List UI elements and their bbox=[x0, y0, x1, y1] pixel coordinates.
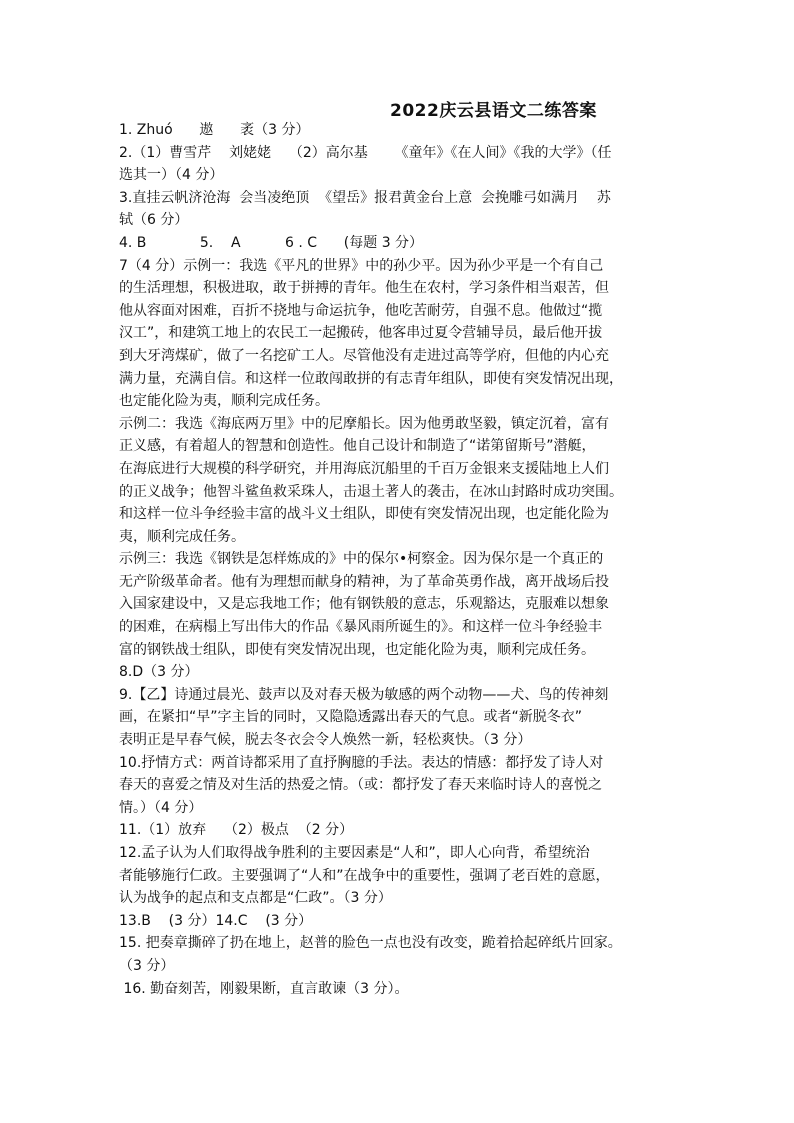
text-line: 入国家建设中，又是忘我地工作；他有钢铁般的意志，乐观豁达，克服难以想象 bbox=[119, 596, 609, 613]
document-title: 2022庆云县语文二练答案 bbox=[390, 101, 597, 121]
text-line: 1. Zhuó 遨 袤（3 分） bbox=[119, 122, 310, 138]
text-line: 到大牙湾煤矿，做了一名挖矿工人。尽管他没有走进过高等学府，但他的内心充 bbox=[119, 347, 609, 364]
text-line: 正义感，有着超人的智慧和创造性。他自己设计和制造了“诺第留斯号”潜艇， bbox=[119, 438, 596, 455]
text-line: 汉工”，和建筑工地上的农民工一起搬砖，他客串过夏令营辅导员，最后他开拔 bbox=[119, 325, 603, 342]
text-line: 轼（6 分） bbox=[119, 212, 189, 229]
text-line: 11.（1）放弃 （2）极点 （2 分） bbox=[119, 822, 354, 839]
text-line: 15. 把奏章撕碎了扔在地上，赵普的脸色一点也没有改变，跪着拾起碎纸片回家。 bbox=[119, 935, 622, 952]
text-line: 在海底进行大规模的科学研究，并用海底沉船里的千百万金银来支援陆地上人们 bbox=[119, 460, 609, 477]
text-line: 者能够施行仁政。主要强调了“人和”在战争中的重要性，强调了老百姓的意愿， bbox=[119, 867, 610, 884]
text-line: 16. 勤奋刻苦，刚毅果断，直言敢谏（3 分）。 bbox=[119, 980, 409, 997]
text-line: 10.抒情方式：两首诗都采用了直抒胸臆的手法。表达的情感：都抒发了诗人对 bbox=[119, 754, 604, 771]
text-line: 示例二：我选《海底两万里》中的尼摩船长。因为他勇敢坚毅，镇定沉着，富有 bbox=[119, 415, 609, 432]
text-line: 12.孟子认为人们取得战争胜利的主要因素是“人和”，即人心向背，希望统治 bbox=[119, 845, 590, 861]
text-line: 4. B 5. A 6 . C (每题 3 分） bbox=[119, 234, 424, 251]
text-line: （3 分） bbox=[119, 957, 175, 974]
text-line: 示例三：我选《钢铁是怎样炼成的》中的保尔•柯察金。因为保尔是一个真正的 bbox=[119, 551, 604, 568]
text-line: 2.（1）曹雪芹 刘姥姥 （2）高尔基 《童年》《在人间》《我的大学》（任 bbox=[119, 144, 612, 161]
text-line: 春天的喜爱之情及对生活的热爱之情。（或：都抒发了春天来临时诗人的喜悦之 bbox=[119, 777, 602, 794]
text-line: 无产阶级革命者。他有为理想而献身的精神，为了革命英勇作战，离开战场后投 bbox=[119, 573, 609, 590]
text-line: 富的钢铁战士组队，即使有突发情况出现，也定能化险为夷，顺利完成任务。 bbox=[119, 641, 595, 658]
text-line: 8.D（3 分） bbox=[119, 664, 199, 681]
text-line: 13.B (3 分）14.C (3 分） bbox=[119, 912, 313, 929]
text-line: 认为战争的起点和支点都是“仁政”。（3 分） bbox=[119, 890, 392, 907]
text-line: 的困难，在病榻上写出伟大的作品《暴风雨所诞生的》。和这样一位斗争经验丰 bbox=[119, 619, 602, 636]
text-line: 情。）（4 分） bbox=[119, 799, 203, 816]
text-line: 满力量，充满自信。和这样一位敢闯敢拼的有志青年组队，即使有突发情况出现， bbox=[119, 370, 623, 387]
text-line: 也定能化险为夷，顺利完成任务。 bbox=[119, 393, 329, 410]
answer-content bbox=[119, 119, 679, 1000]
text-line: 夷，顺利完成任务。 bbox=[119, 528, 245, 545]
text-line: 的生活理想，积极进取，敢于拼搏的青年。他生在农村，学习条件相当艰苦，但 bbox=[119, 280, 609, 297]
text-line: 画，在紧扣“早”字主旨的同时，又隐隐透露出春天的气息。或者“新脱冬衣” bbox=[119, 709, 583, 726]
text-line: 表明正是早春气候，脱去冬衣会令人焕然一新，轻松爽快。（3 分） bbox=[119, 732, 532, 749]
text-line: 选其一）（4 分） bbox=[119, 167, 224, 184]
text-line: 他从容面对困难，百折不挠地与命运抗争，他吃苦耐劳，自强不息。他做过“揽 bbox=[119, 302, 603, 319]
text-line: 3.直挂云帆济沧海 会当凌绝顶 《望岳》报君黄金台上意 会挽雕弓如满月 苏 bbox=[119, 189, 611, 206]
text-line: 的正义战争；他智斗鲨鱼救采珠人，击退土著人的袭击，在冰山封路时成功突围。 bbox=[119, 483, 623, 500]
text-line: 和这样一位斗争经验丰富的战斗义士组队，即使有突发情况出现，也定能化险为 bbox=[119, 506, 609, 523]
text-line: 7（4 分）示例一：我选《平凡的世界》中的孙少平。因为孙少平是一个有自己 bbox=[119, 257, 604, 274]
text-line: 9.【乙】诗通过晨光、鼓声以及对春天极为敏感的两个动物——犬、鸟的传神刻 bbox=[119, 686, 609, 703]
